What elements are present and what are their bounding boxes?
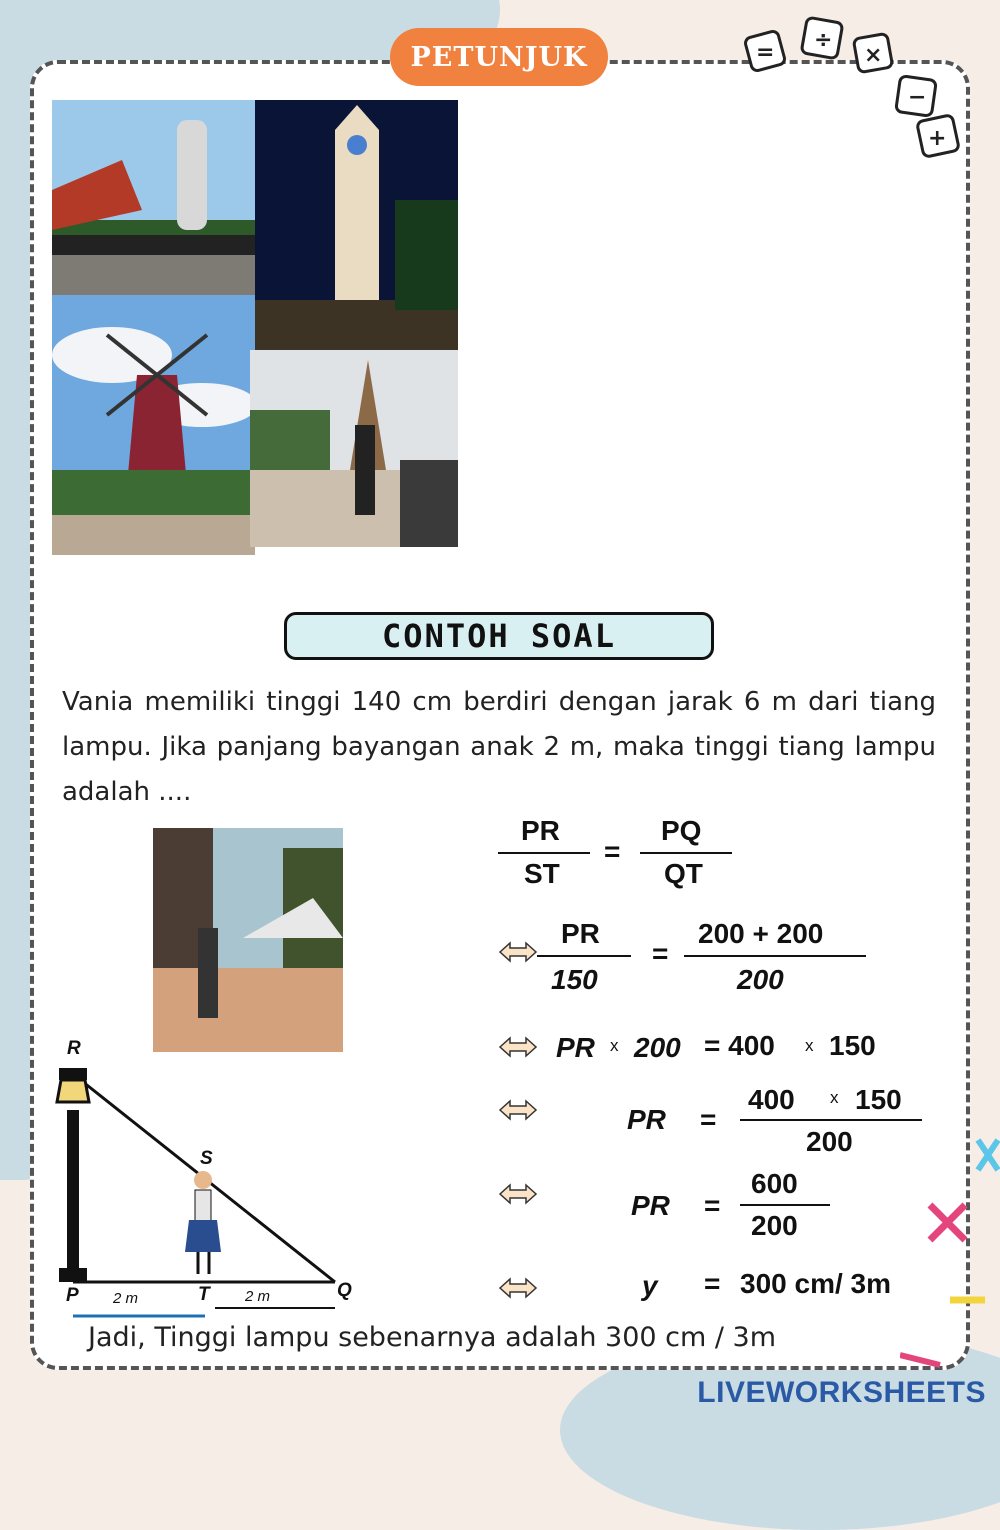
photo-eiffel bbox=[250, 350, 458, 547]
step3-a: PR bbox=[556, 1032, 595, 1063]
step4-equals: = bbox=[700, 1104, 717, 1135]
svg-text:=: = bbox=[756, 40, 775, 65]
equivalence-arrow-icon bbox=[498, 1276, 538, 1300]
step6-rhs: 300 cm/ 3m bbox=[740, 1268, 891, 1299]
distance-pt-label: 2 m bbox=[113, 1290, 139, 1307]
step3-times-1: x bbox=[610, 1036, 619, 1055]
step2-den-left: 150 bbox=[551, 964, 598, 995]
equivalence-arrow-icon bbox=[498, 1098, 538, 1122]
fraction-bar bbox=[740, 1204, 830, 1206]
liveworksheets-brand[interactable]: LIVEWORKSHEETS bbox=[697, 1376, 986, 1409]
similar-triangle-diagram bbox=[55, 1040, 365, 1320]
photo-windmill bbox=[52, 295, 255, 555]
distance-tq-label: 2 m bbox=[245, 1288, 271, 1305]
step4-num-b: 150 bbox=[855, 1084, 902, 1115]
step3-times-2: x bbox=[805, 1036, 814, 1055]
step5-num: 600 bbox=[751, 1168, 798, 1199]
step4-times: x bbox=[830, 1088, 839, 1107]
svg-text:+: + bbox=[928, 126, 947, 151]
step3-rest: = 400 bbox=[704, 1030, 775, 1061]
svg-text:÷: ÷ bbox=[814, 28, 833, 53]
fraction-bar bbox=[640, 852, 732, 854]
point-t-label: T bbox=[198, 1284, 210, 1305]
fraction-bar bbox=[498, 852, 590, 854]
problem-text: Vania memiliki tinggi 140 cm berdiri dengan jarak 6 m dari tiang lampu. Jika panjang bayangan anak 2 m, maka tinggi tiang lampu adalah .... bbox=[62, 687, 936, 807]
step6-lhs: y bbox=[642, 1270, 658, 1301]
step1-den-right: QT bbox=[664, 858, 703, 889]
step1-equals: = bbox=[604, 836, 621, 867]
fraction-bar bbox=[537, 955, 631, 957]
confetti-decoration bbox=[900, 1130, 1000, 1370]
fraction-bar bbox=[684, 955, 866, 957]
photo-big-ben bbox=[255, 100, 458, 350]
point-p-label: P bbox=[66, 1285, 79, 1306]
step5-lhs: PR bbox=[631, 1190, 670, 1221]
equivalence-arrow-icon bbox=[498, 1182, 538, 1206]
step2-equals: = bbox=[652, 938, 669, 969]
step2-den-right: 200 bbox=[737, 964, 784, 995]
step1-num-right: PQ bbox=[661, 815, 702, 846]
equivalence-arrow-icon bbox=[498, 1035, 538, 1059]
step4-den: 200 bbox=[806, 1126, 853, 1157]
step2-num-right: 200 + 200 bbox=[698, 918, 824, 949]
point-r-label: R bbox=[67, 1038, 81, 1059]
conclusion-text: Jadi, Tinggi lampu sebenarnya adalah 300 cm / 3m bbox=[88, 1322, 777, 1353]
point-s-label: S bbox=[200, 1148, 213, 1169]
step4-lhs: PR bbox=[627, 1104, 666, 1135]
step1-num-left: PR bbox=[521, 815, 560, 846]
photo-merlion bbox=[52, 100, 255, 295]
equivalence-arrow-icon bbox=[498, 940, 538, 964]
fraction-bar bbox=[740, 1119, 922, 1121]
svg-text:×: × bbox=[864, 43, 883, 68]
step6-equals: = bbox=[704, 1268, 721, 1299]
step5-den: 200 bbox=[751, 1210, 798, 1241]
step4-num-a: 400 bbox=[748, 1084, 795, 1115]
step3-b: 200 bbox=[634, 1032, 681, 1063]
step1-den-left: ST bbox=[524, 858, 560, 889]
section-heading: CONTOH SOAL bbox=[284, 612, 714, 660]
photo-street bbox=[153, 828, 343, 1052]
math-dice-icon bbox=[740, 14, 980, 164]
point-q-label: Q bbox=[337, 1280, 352, 1301]
petunjuk-tab: PETUNJUK bbox=[390, 28, 608, 86]
step2-num-left: PR bbox=[561, 918, 600, 949]
step3-c: 150 bbox=[829, 1030, 876, 1061]
svg-text:−: − bbox=[908, 85, 927, 110]
step5-equals: = bbox=[704, 1190, 721, 1221]
